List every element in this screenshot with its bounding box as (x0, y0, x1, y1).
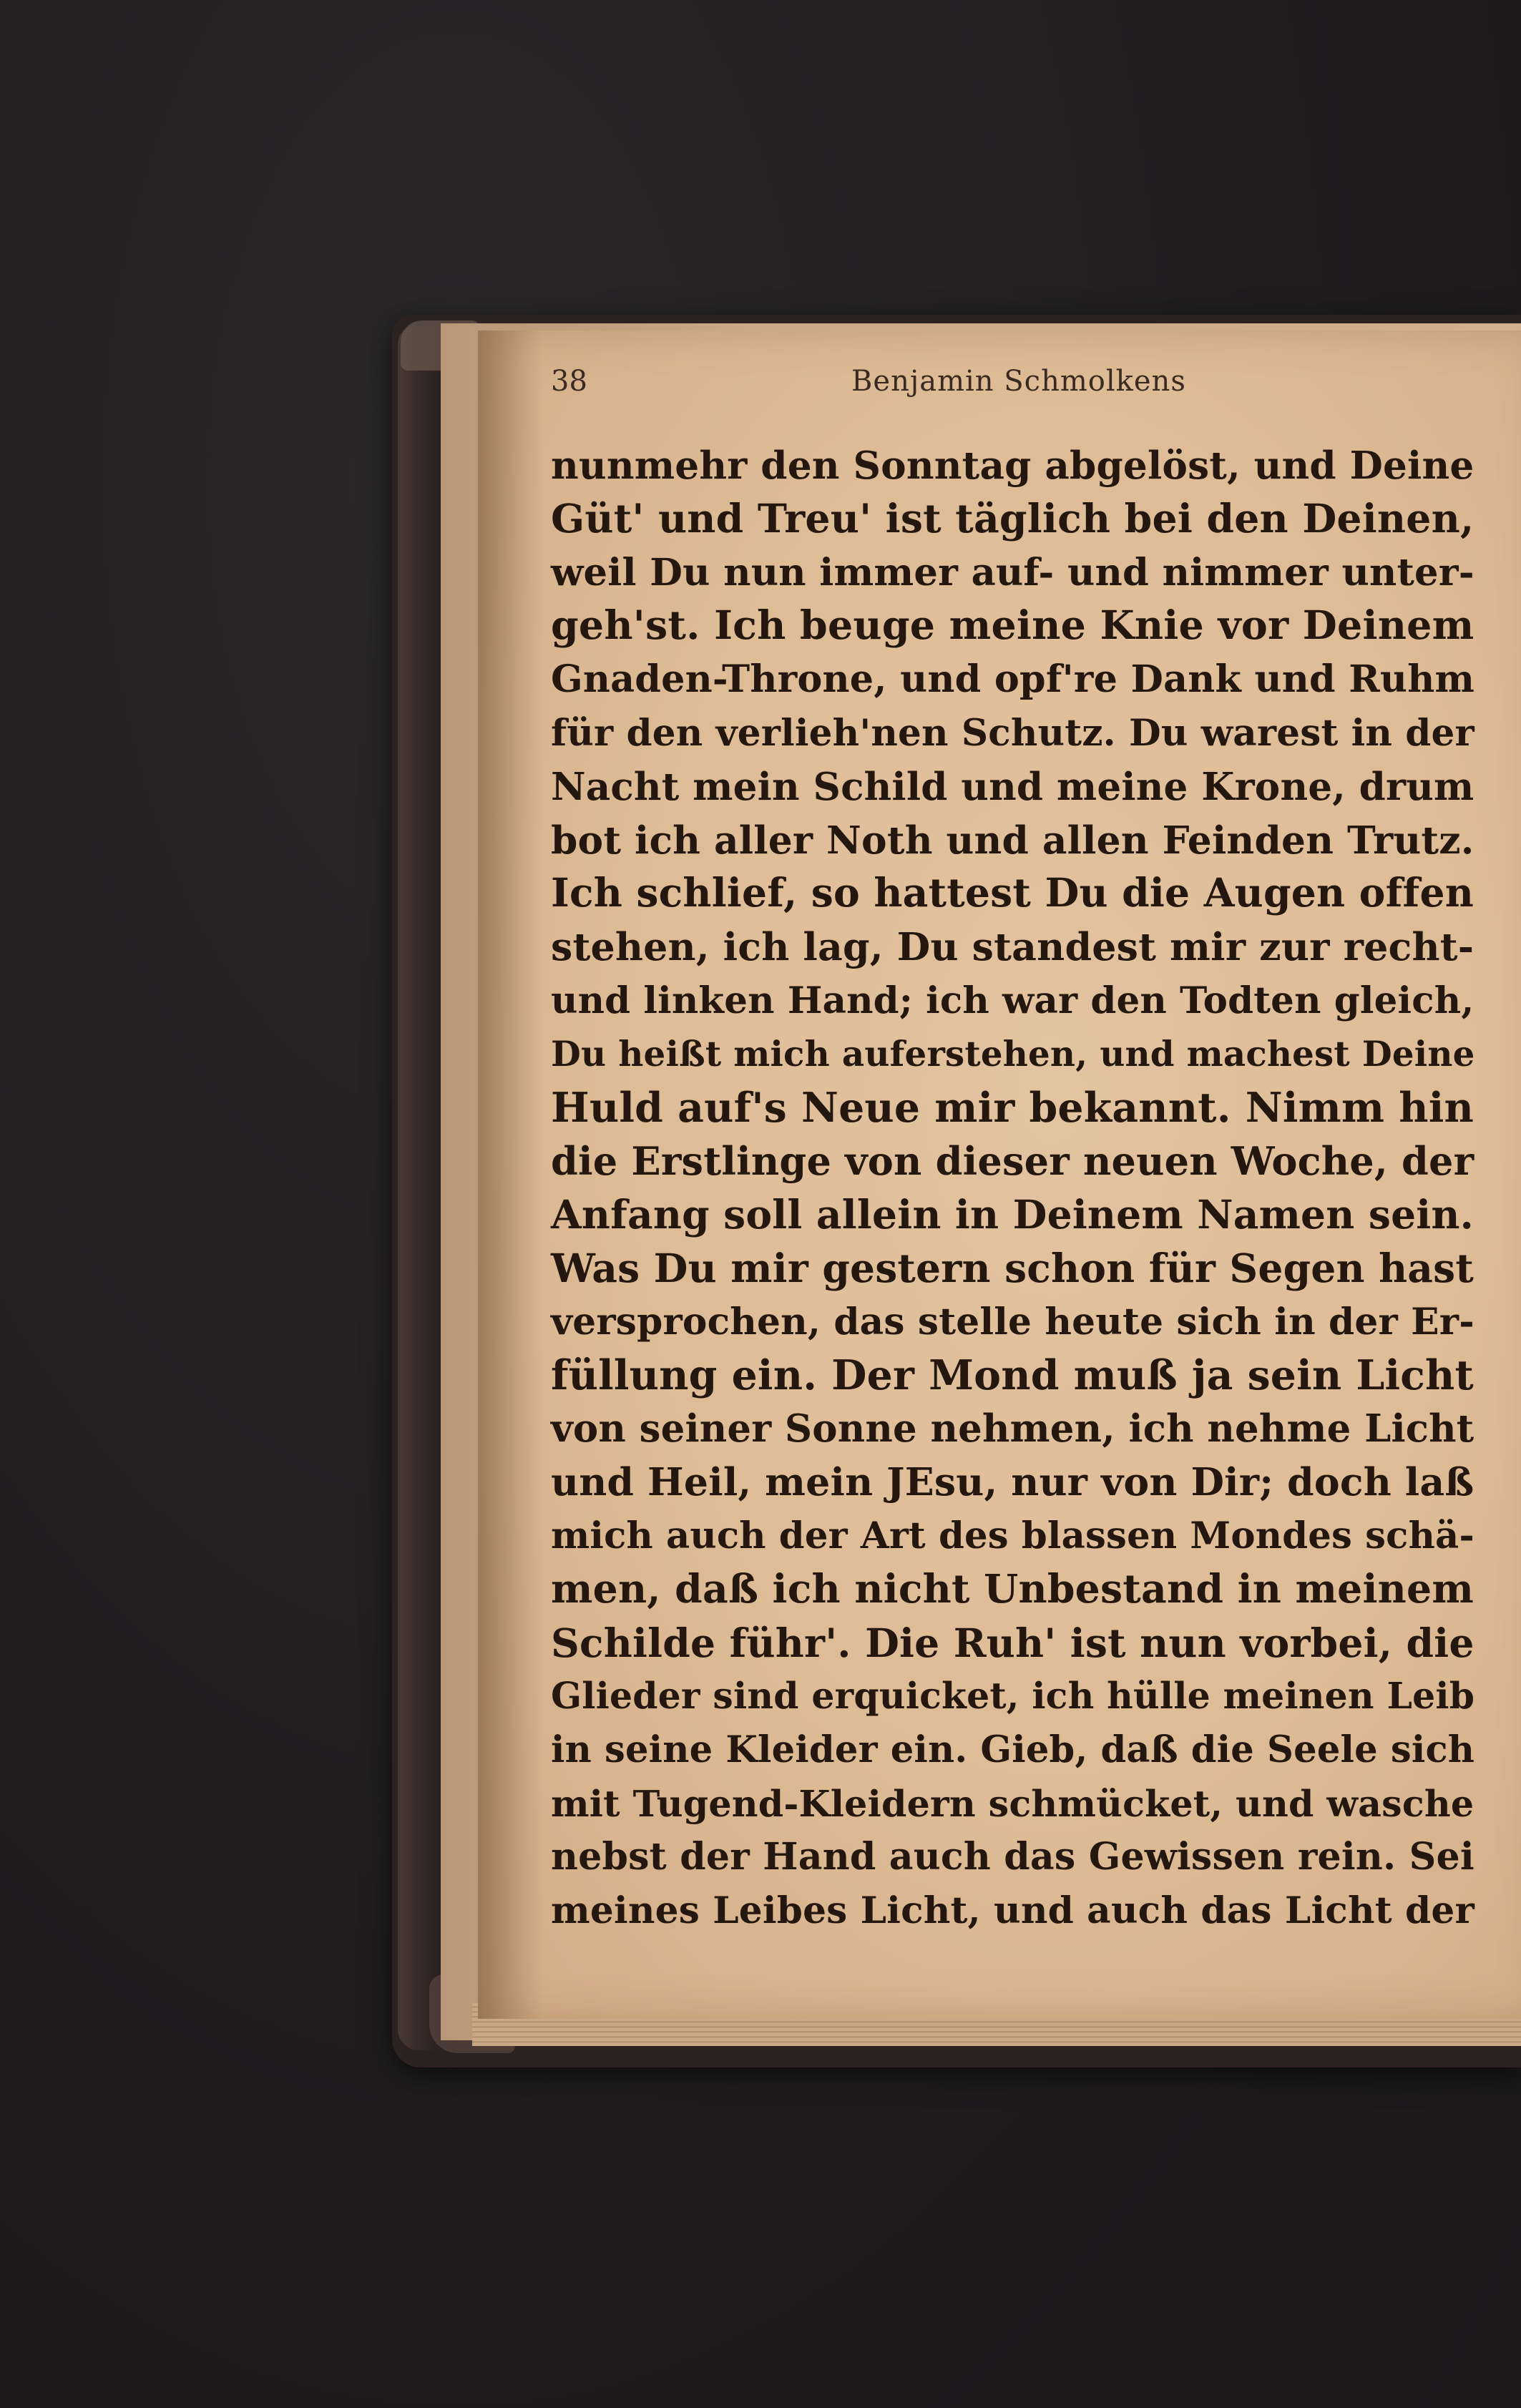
text-line: Ich schlief, so hattest Du die Augen offen (551, 870, 1474, 917)
text-line: geh'st. Ich beuge meine Knie vor Deinem (551, 602, 1474, 650)
text-line: und Heil, mein JEsu, nur von Dir; doch laß (551, 1459, 1474, 1505)
text-line: Huld auf's Neue mir bekannt. Nimm hin (551, 1084, 1474, 1132)
text-line: mich auch der Art des blassen Mondes schä- (551, 1514, 1474, 1557)
text-line: weil Du nun immer auf- und nimmer unter- (551, 550, 1474, 594)
text-line: versprochen, das stelle heute sich in der Er- (551, 1299, 1474, 1344)
text-line: bot ich aller Noth und allen Feinden Trutz. (551, 817, 1474, 863)
text-line: meines Leibes Licht, und auch das Licht der (551, 1888, 1474, 1932)
text-line: Güt' und Treu' ist täglich bei den Deinen, (551, 495, 1474, 542)
text-line: von seiner Sonne nehmen, ich nehme Licht (551, 1406, 1474, 1452)
text-line: füllung ein. Der Mond muß ja sein Licht (551, 1351, 1474, 1399)
page-number: 38 (551, 365, 587, 398)
text-line: men, daß ich nicht Unbestand in meinem (551, 1565, 1474, 1612)
page-content (551, 358, 1474, 1937)
text-line: nebst der Hand auch das Gewissen rein. Sei (551, 1834, 1474, 1879)
running-head-title: Benjamin Schmolkens (851, 365, 1186, 398)
text-line: Gnaden-Throne, und opf're Dank und Ruhm (551, 657, 1475, 702)
text-line: Glieder sind erquicket, ich hülle meinen Leib (551, 1675, 1475, 1718)
text-line: nunmehr den Sonntag abgelöst, und Deine (551, 443, 1474, 488)
text-line: Schilde führ'. Die Ruh' ist nun vorbei, die (551, 1619, 1474, 1666)
text-line: für den verlieh'nen Schutz. Du warest in der (551, 711, 1474, 755)
text-line: in seine Kleider ein. Gieb, daß die Seele sich (551, 1728, 1475, 1772)
body-text (551, 439, 1474, 1937)
running-head (551, 358, 1474, 408)
text-line: Was Du mir gestern schon für Segen hast (551, 1244, 1474, 1291)
text-line: mit Tugend-Kleidern schmücket, und wasche (551, 1781, 1474, 1825)
text-line: und linken Hand; ich war den Todten gleich, (551, 979, 1474, 1022)
book-spine-edge (398, 326, 441, 2050)
text-line: Anfang soll allein in Deinem Namen sein. (551, 1191, 1474, 1238)
text-line: Du heißt mich auferstehen, und machest Deine (551, 1034, 1475, 1075)
text-line: stehen, ich lag, Du standest mir zur recht- (551, 924, 1474, 970)
gutter-shadow (478, 331, 542, 2019)
text-line: Nacht mein Schild und meine Krone, drum (551, 763, 1474, 809)
text-line: die Erstlinge von dieser neuen Woche, der (551, 1138, 1474, 1185)
